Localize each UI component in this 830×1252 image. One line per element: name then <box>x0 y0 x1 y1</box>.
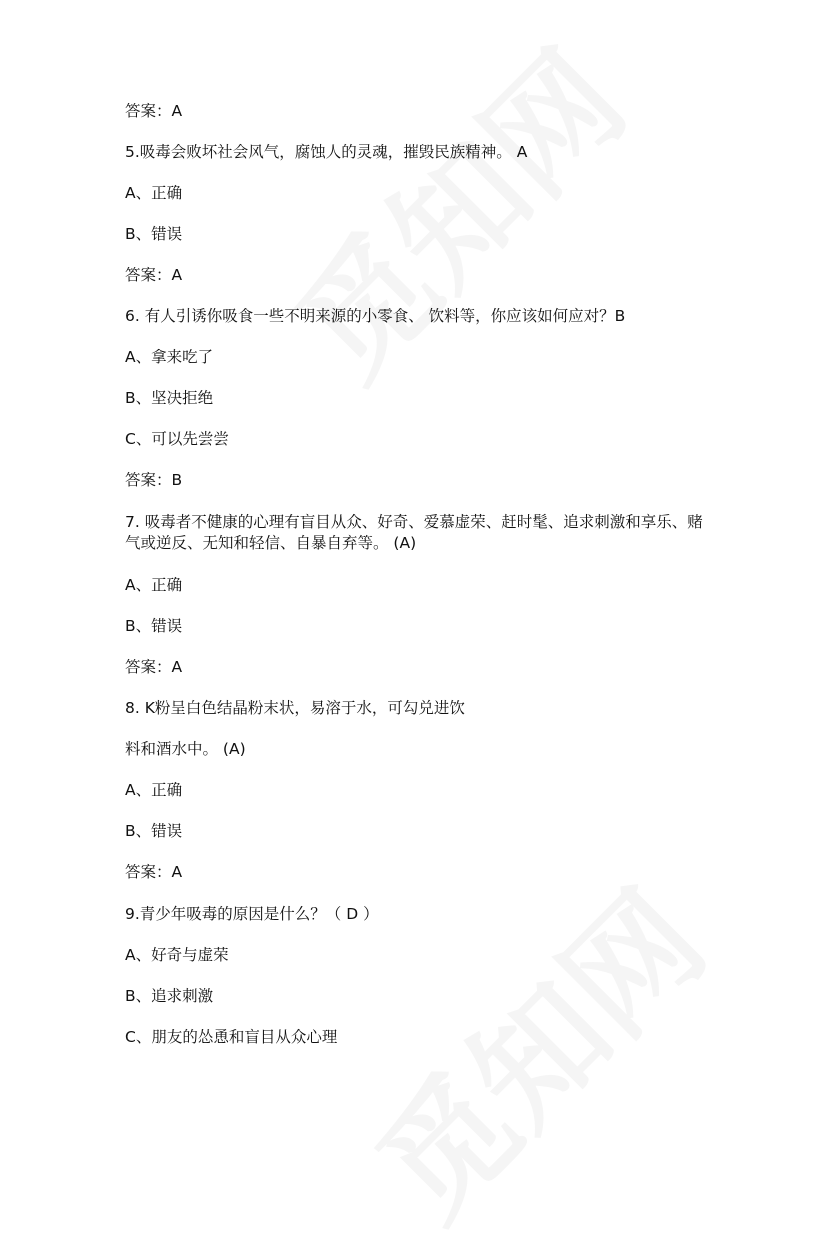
question-8-line2: 料和酒水中。 (A) <box>125 740 246 758</box>
question-7: 7. 吸毒者不健康的心理有盲目从众、好奇、爱慕虚荣、赶时髦、追求刺激和享乐、赌气或逆反、无知和轻信、自暴自弃等。 (A) <box>125 513 703 552</box>
q5-option-a: A、正确 <box>125 184 183 202</box>
q8-option-b: B、错误 <box>125 822 183 840</box>
question-9: 9.青少年吸毒的原因是什么？（ D ） <box>125 905 379 923</box>
q9-option-b: B、追求刺激 <box>125 987 214 1005</box>
q9-option-a: A、好奇与虚荣 <box>125 946 229 964</box>
answer-q4: 答案：A <box>125 102 183 120</box>
answer-q5: 答案：A <box>125 266 183 284</box>
q6-option-c: C、可以先尝尝 <box>125 430 229 448</box>
question-6: 6. 有人引诱你吸食一些不明来源的小零食、 饮料等，你应该如何应对？B <box>125 307 626 325</box>
answer-q6: 答案：B <box>125 471 183 489</box>
answer-q8: 答案：A <box>125 863 183 881</box>
q6-option-a: A、拿来吃了 <box>125 348 214 366</box>
q5-option-b: B、错误 <box>125 225 183 243</box>
question-8-line1: 8. K粉呈白色结晶粉末状，易溶于水，可勾兑进饮 <box>125 699 465 717</box>
q8-option-a: A、正确 <box>125 781 183 799</box>
q7-option-a: A、正确 <box>125 576 183 594</box>
question-5: 5.吸毒会败坏社会风气，腐蚀人的灵魂，摧毁民族精神。 A <box>125 143 528 161</box>
q7-option-b: B、错误 <box>125 617 183 635</box>
q9-option-c: C、朋友的怂恿和盲目从众心理 <box>125 1028 338 1046</box>
q6-option-b: B、坚决拒绝 <box>125 389 214 407</box>
answer-q7: 答案：A <box>125 658 183 676</box>
